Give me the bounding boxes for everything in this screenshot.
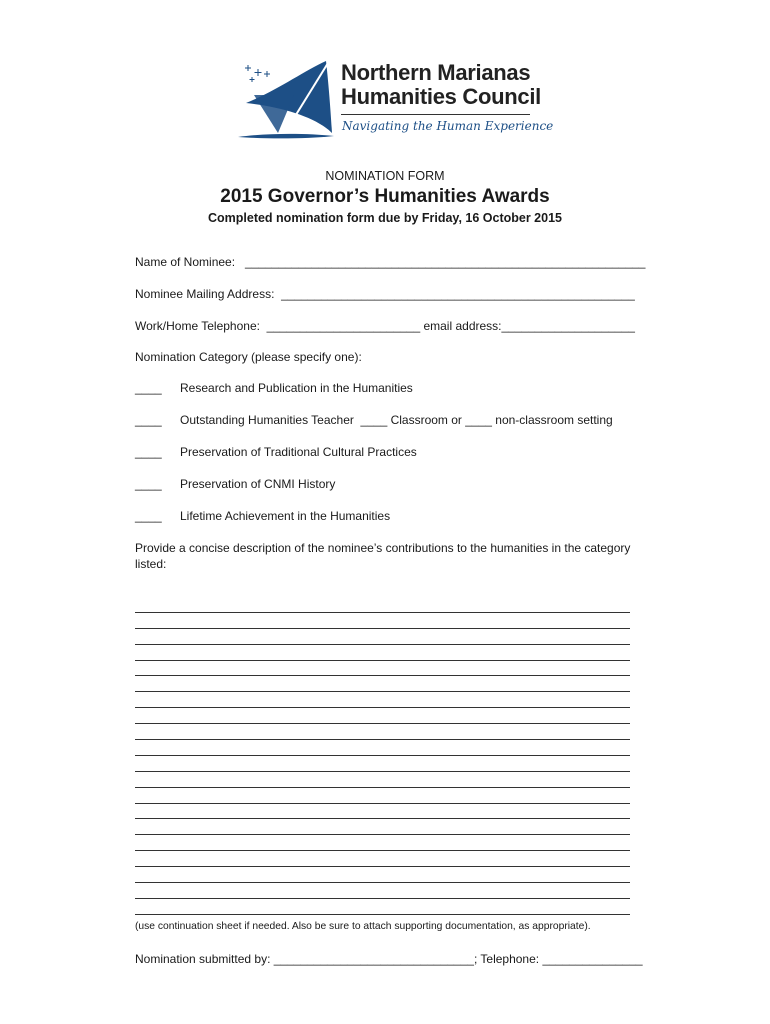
due-date: Completed nomination form due by Friday, 16 October 2015 bbox=[207, 211, 562, 225]
category-option-lifetime: Lifetime Achievement in the Humanities bbox=[180, 509, 391, 523]
continuation-note: (use continuation sheet if needed. Also be sure to attach supporting documentation, as appropriate). bbox=[135, 921, 591, 932]
nominee-name-field[interactable]: Name of Nominee: ____________________________________________________________ bbox=[135, 255, 646, 269]
category-option-research: Research and Publication in the Humanities bbox=[180, 381, 413, 395]
category-checkbox-lifetime[interactable]: ____ bbox=[135, 509, 162, 523]
mailing-address-field[interactable]: Nominee Mailing Address: _____________________________________________________ bbox=[135, 287, 635, 301]
category-label: Nomination Category (please specify one): bbox=[135, 350, 362, 364]
logo-divider bbox=[341, 114, 530, 115]
council-logo bbox=[236, 57, 554, 147]
description-writing-area[interactable] bbox=[135, 597, 630, 915]
category-checkbox-teacher[interactable]: ____ bbox=[135, 413, 162, 427]
category-option-traditional: Preservation of Traditional Cultural Practices bbox=[180, 445, 417, 459]
category-option-teacher: Outstanding Humanities Teacher ____ Classroom or ____ non-classroom setting bbox=[180, 413, 613, 427]
sailboat-stars-logo-icon bbox=[236, 57, 336, 147]
telephone-email-field[interactable]: Work/Home Telephone: _______________________ email address:____________________ bbox=[135, 319, 635, 333]
form-type: NOMINATION FORM bbox=[325, 169, 445, 183]
category-checkbox-research[interactable]: ____ bbox=[135, 381, 162, 395]
description-prompt: Provide a concise description of the nominee’s contributions to the humanities in the category bbox=[135, 541, 631, 555]
category-checkbox-history[interactable]: ____ bbox=[135, 477, 162, 491]
category-checkbox-traditional[interactable]: ____ bbox=[135, 445, 162, 459]
form-title: 2015 Governor’s Humanities Awards bbox=[220, 186, 550, 207]
org-tagline: Navigating the Human Experience bbox=[342, 119, 554, 133]
org-name-line1: Northern Marianas bbox=[341, 60, 531, 85]
org-name-line2: Humanities Council bbox=[341, 84, 541, 109]
category-option-history: Preservation of CNMI History bbox=[180, 477, 336, 491]
description-prompt-cont: listed: bbox=[135, 557, 167, 571]
submitted-by-field[interactable]: Nomination submitted by: ______________________________; Telephone: _______________ bbox=[135, 952, 643, 966]
